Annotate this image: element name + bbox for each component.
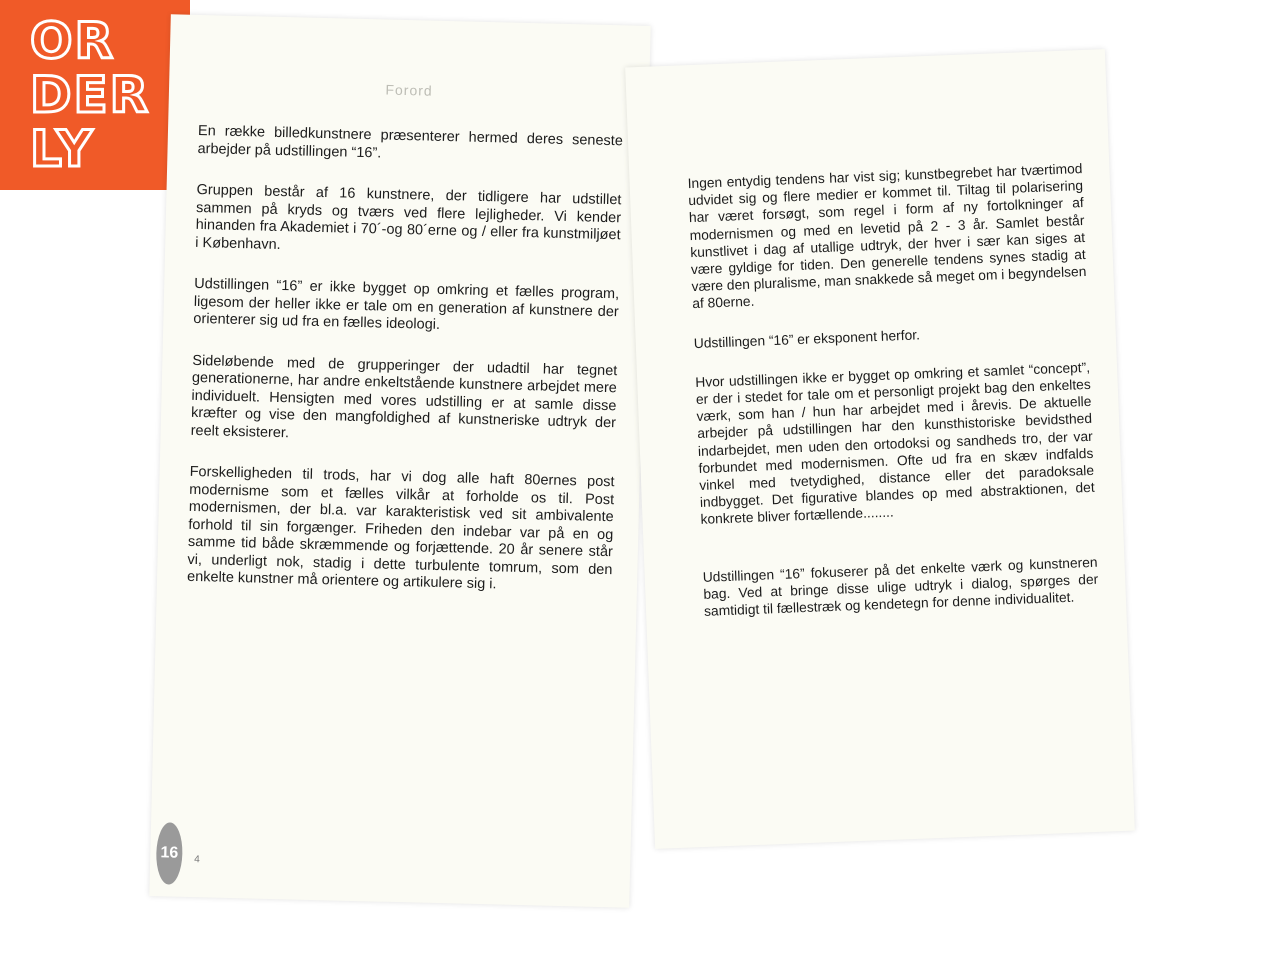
paragraph: Hvor udstillingen ikke er bygget op omkring et samlet “concept”, er der i stedet for tale om et personligt projekt bag den enkeltes værk, som han / hun har arbejdet med i årevis. De aktuelle arbejder på udstillingen har den kunsthistoriske bevidsthed indarbejdet, men uden den ortodoksi og sandheds tro, der var forbundet med modernismen. Ofte ud fra en skæv indfalds vinkel med tvetydighed, distance eller det paradoksale indbygget. Det figurative blandes op med abstraktionen, det konkrete bliver fortællende........ xyxy=(695,359,1095,528)
paragraph: Udstillingen “16” er ikke bygget op omkring et fælles program, ligesom der heller ikke er tale om en generation af kunstnere der orienterer sig ud fra en fælles ideologi. xyxy=(193,275,620,333)
orderly-logo xyxy=(0,0,190,190)
paragraph: Ingen entydig tendens har vist sig; kunstbegrebet har tværtimod udvidet sig og flere medier er kommet til. Tiltag til polarisering har været forsøgt, som regel i form af ny fortolkninger af modernismen og med en levetid på 2 - 3 år. Samlet består kunstlivet i dag af utallige udtryk, der hver i sær kan siges at være gyldige for tiden. Den generelle tendens synes stadig at være den pluralisme, man snakkede så meget om i begyndelsen af 80erne. xyxy=(687,161,1087,312)
paragraph: Gruppen består af 16 kunstnere, der tidligere har udstillet sammen på kryds og tværs ved flere lejligheder. Vi kender hinanden fra Akademiet i 70´-og 80´erne og / eller fra kunstmiljøet i København. xyxy=(195,181,622,253)
left-page-body xyxy=(186,123,623,621)
left-page xyxy=(149,14,650,907)
logo-line: OR xyxy=(30,12,116,70)
paragraph: Udstillingen “16” fokuserer på det enkelte værk og kunstneren bag. Ved at bringe disse ulige udtryk i dialog, spørges der samtidigt til fællestræk og kendetegn for denne individualitet. xyxy=(702,554,1099,619)
logo-line: LY xyxy=(30,120,95,178)
right-page-body xyxy=(687,160,1100,642)
page-badge: 16 xyxy=(156,822,184,885)
paragraph: En række billedkunstnere præsenterer hermed deres seneste arbejder på udstillingen “16”. xyxy=(197,122,624,161)
paragraph: Sideløbende med de grupperinger der udadtil har tegnet generationerne, har andre enkeltstående kunstnere arbejdet mere individuelt. Hensigten med vores udstilling er at samle disse kræfter og vise den mangfoldighed af kunstneriske udtryk der reelt eksisterer. xyxy=(190,352,618,441)
page-number: 4 xyxy=(194,854,200,866)
paragraph: Forskelligheden til trods, har vi dog alle haft 80ernes post modernisme som et fælles vilkår at forholde os til. Post modernismen, der bl.a. var karakteristisk ved sit ambivalente forhold til sin forgænger. Friheden den indebar var på en og samme tid både skræmmende og forjættende. 20 år senere står vi, underligt nok, stadig i dette turbulente tomrum, som den enkelte kunstner må orientere og artikulere sig i. xyxy=(186,463,615,593)
logo-line: DER xyxy=(30,66,151,124)
right-page xyxy=(625,49,1135,849)
page-title: Forord xyxy=(385,81,433,99)
paragraph: Udstillingen “16” er eksponent herfor. xyxy=(693,327,921,351)
